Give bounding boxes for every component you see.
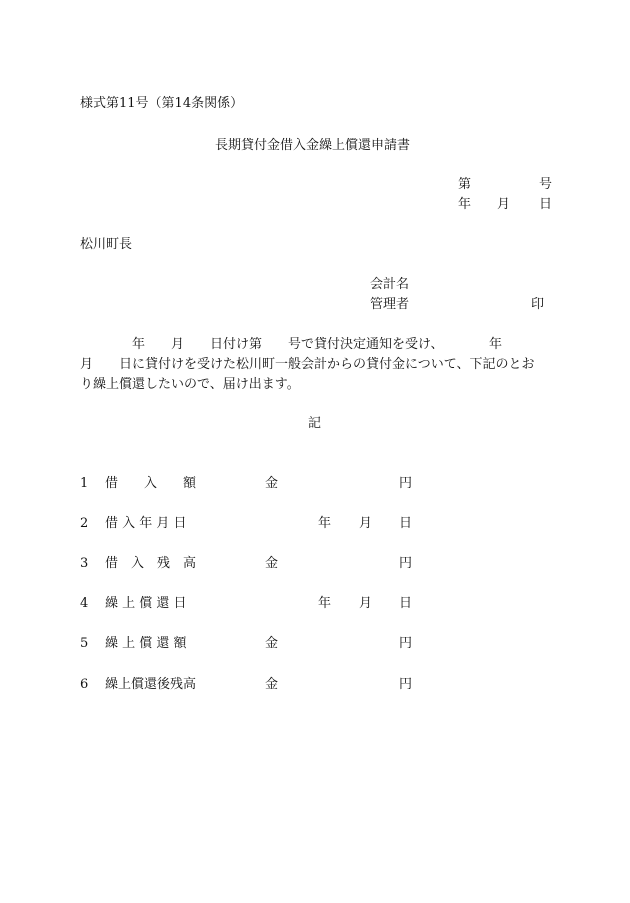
- item-month: 月: [359, 516, 373, 531]
- item-month: 月: [359, 596, 373, 611]
- sender-manager: 管理者: [370, 297, 410, 312]
- item-day: 日: [399, 596, 413, 611]
- item-suffix: 円: [399, 556, 413, 571]
- item-number: 3: [80, 556, 89, 571]
- item-label: 借 入 残 高: [105, 556, 197, 571]
- item-prefix: 金: [265, 677, 279, 692]
- date-year: 年: [458, 197, 472, 212]
- date-month: 月: [497, 197, 511, 212]
- item-label: 借 入 年 月 日: [105, 516, 187, 531]
- item-number: 6: [80, 677, 89, 692]
- date-day: 日: [539, 197, 553, 212]
- body-line-2: 月 日に貸付けを受けた松川町一般会計からの貸付金について、下記のとお: [80, 357, 535, 372]
- item-suffix: 円: [399, 476, 413, 491]
- item-prefix: 金: [265, 556, 279, 571]
- form-number: 様式第11号（第14条関係）: [80, 96, 244, 111]
- item-year: 年: [318, 516, 332, 531]
- item-number: 2: [80, 516, 89, 531]
- body-line-3: り繰上償還したいので、届け出ます。: [80, 377, 300, 392]
- item-number: 5: [80, 636, 89, 651]
- item-prefix: 金: [265, 636, 279, 651]
- item-prefix: 金: [265, 476, 279, 491]
- item-label: 繰 上 償 還 日: [105, 596, 187, 611]
- doc-number-suffix: 号: [539, 177, 553, 192]
- item-suffix: 円: [399, 677, 413, 692]
- addressee: 松川町長: [80, 237, 133, 252]
- seal-mark: 印: [531, 297, 545, 312]
- item-label: 繰 上 償 還 額: [105, 636, 187, 651]
- item-number: 4: [80, 596, 89, 611]
- item-year: 年: [318, 596, 332, 611]
- item-label: 繰上償還後残高: [105, 677, 197, 692]
- ki-heading: 記: [308, 416, 322, 431]
- item-number: 1: [80, 476, 89, 491]
- doc-number-prefix: 第: [458, 177, 472, 192]
- item-label: 借 入 額: [105, 476, 197, 491]
- sender-account-name: 会計名: [370, 277, 410, 292]
- document-title: 長期貸付金借入金繰上償還申請書: [215, 138, 411, 153]
- item-day: 日: [399, 516, 413, 531]
- body-line-1: 年 月 日付け第 号で貸付決定通知を受け、 年: [80, 337, 502, 352]
- item-suffix: 円: [399, 636, 413, 651]
